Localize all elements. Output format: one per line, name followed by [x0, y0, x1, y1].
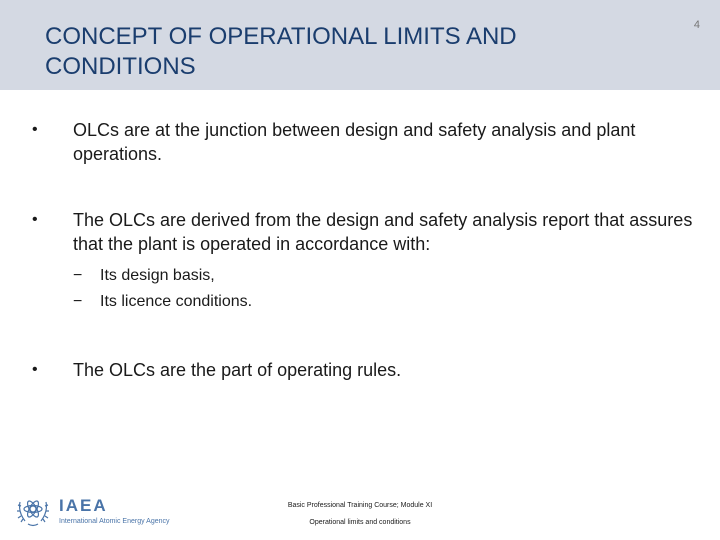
footer-topic: Operational limits and conditions [309, 519, 411, 526]
atom-olive-emblem-icon [15, 494, 51, 528]
bullet-text: OLCs are at the junction between design and safety analysis and plant operations. [73, 120, 636, 164]
sub-bullet-text: Its design basis, [100, 267, 215, 284]
bullet-text: The OLCs are the part of operating rules. [73, 360, 402, 380]
iaea-logo [15, 492, 175, 532]
slide-title: CONCEPT OF OPERATIONAL LIMITS AND CONDITIONS [45, 23, 517, 80]
sub-bullet-marker: − [73, 267, 83, 284]
bullet-marker: • [32, 121, 38, 138]
sub-bullet-text: Its licence conditions. [100, 293, 253, 310]
sub-bullet-marker: − [73, 293, 83, 310]
footer-course: Basic Professional Training Course; Module XI [287, 502, 433, 509]
title-band [0, 0, 720, 90]
slide-number: 4 [693, 19, 700, 31]
bullet-marker: • [32, 361, 38, 378]
bullet-marker: • [32, 211, 38, 228]
bullet-text: The OLCs are derived from the design and safety analysis report that assures that the plant is operated in accordance with: [73, 210, 693, 254]
logo-subtitle: International Atomic Energy Agency [59, 518, 170, 525]
logo-wordmark: IAEA [59, 496, 108, 515]
